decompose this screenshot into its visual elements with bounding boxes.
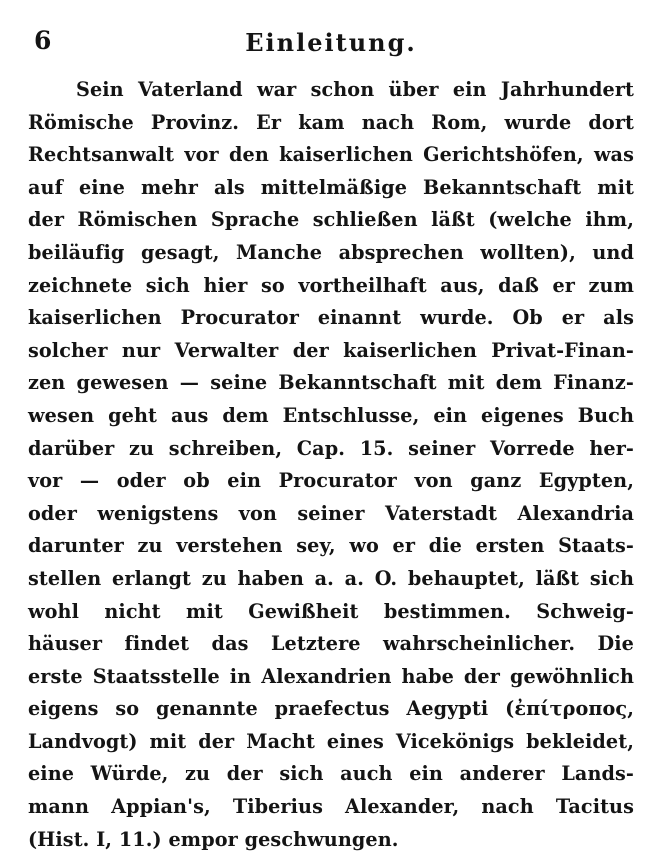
text-line: oder wenigstens von seiner Vaterstadt Alexandria [28, 501, 634, 525]
page-header [28, 22, 634, 66]
text-line: wesen geht aus dem Entschlusse, ein eigenes Buch [28, 403, 634, 427]
text-line: mann Appian's, Tiberius Alexander, nach Tacitus [28, 795, 634, 819]
text-line: zeichnete sich hier so vortheilhaft aus, daß er zum [28, 273, 634, 297]
page-number: 6 [34, 26, 52, 55]
text-line: wohl nicht mit Gewißheit bestimmen. Schweig- [28, 599, 634, 623]
text-line: der Römischen Sprache schließen läßt (welche ihm, [28, 208, 634, 232]
running-head: Einleitung. [245, 28, 417, 57]
text-line: eine Würde, zu der sich auch ein anderer Lands- [28, 762, 634, 786]
text-line: stellen erlangt zu haben a. a. O. behauptet, läßt sich [28, 566, 634, 590]
text-line: darüber zu schreiben, Cap. 15. seiner Vorrede her- [28, 436, 634, 460]
text-line: beiläufig gesagt, Manche absprechen wollten), und [28, 240, 634, 264]
text-line: häuser findet das Letztere wahrscheinlicher. Die [28, 632, 634, 656]
text-line: Römische Provinz. Er kam nach Rom, wurde dort [28, 110, 634, 134]
body-text [28, 74, 634, 856]
text-line: (Hist. I, 11.) empor geschwungen. [28, 827, 399, 851]
text-line: zen gewesen — seine Bekanntschaft mit dem Finanz- [28, 371, 634, 395]
text-line: erste Staatsstelle in Alexandrien habe der gewöhnlich [28, 664, 634, 688]
text-line: auf eine mehr als mittelmäßige Bekanntschaft mit [28, 175, 634, 199]
text-line: vor — oder ob ein Procurator von ganz Egypten, [28, 469, 634, 493]
text-line: Rechtsanwalt vor den kaiserlichen Gerichtshöfen, was [28, 143, 634, 167]
text-line: solcher nur Verwalter der kaiserlichen Privat-Finan- [28, 338, 634, 362]
text-line: darunter zu verstehen sey, wo er die ersten Staats- [28, 534, 634, 558]
text-line: eigens so genannte praefectus Aegypti (ἐπίτροπος, [28, 697, 634, 721]
text-line: kaiserlichen Procurator einannt wurde. Ob er als [28, 306, 634, 330]
text-line: Sein Vaterland war schon über ein Jahrhundert [76, 78, 634, 101]
text-line: Landvogt) mit der Macht eines Vicekönigs bekleidet, [28, 729, 634, 753]
